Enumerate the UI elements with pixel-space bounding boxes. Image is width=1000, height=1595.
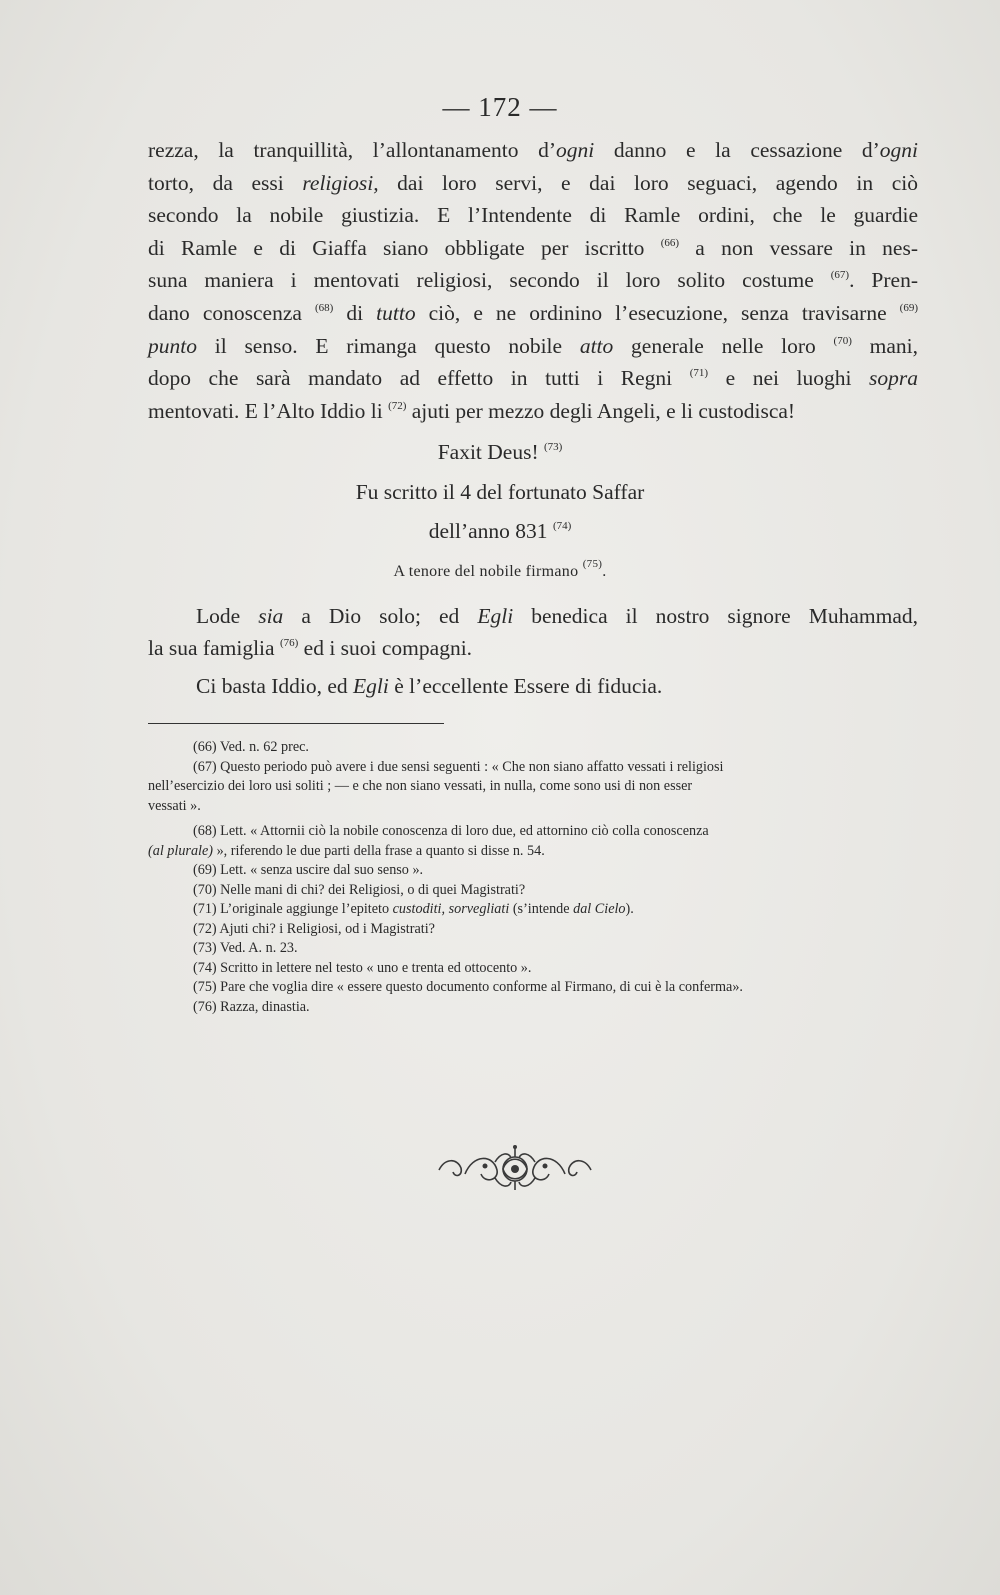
footnote-continued: nell’esercizio dei loro usi soliti ; — e che non siano vessati, in nulla, come sono usi di non esser bbox=[148, 778, 693, 794]
footnote: (67) Questo periodo può avere i due sensi seguenti : « Che non siano affatto vessati i religiosi bbox=[193, 758, 724, 775]
footnote-ref: (66) bbox=[660, 236, 680, 249]
text-line: dopo che sarà mandato ad effetto in tutti i Regni $^{(71)}$ e nei luoghi sopra bbox=[148, 366, 918, 391]
footnote-continued: vessati ». bbox=[148, 797, 201, 814]
footnote-rule bbox=[148, 723, 444, 724]
footnote: (68) Lett. « Attornii ciò la nobile conoscenza di loro due, ed attornino ciò colla conoscenza bbox=[193, 823, 709, 839]
footnote: (70) Nelle mani di chi? dei Religiosi, o di quei Magistrati? bbox=[193, 881, 526, 898]
footnotes bbox=[148, 738, 918, 1017]
text-line: dano conoscenza $^{(68)}$ di tutto ciò, e ne ordinino l’esecuzione, senza travisarne $^{(69)}$ bbox=[148, 300, 918, 325]
text-line: mentovati. E l’Alto Iddio li $^{(72)}$ ajuti per mezzo degli Angeli, e li custodisca! bbox=[148, 398, 796, 423]
page-number: — 172 — bbox=[442, 92, 558, 122]
footnote-ref: (70) bbox=[833, 334, 852, 347]
footnote-ref: (67) bbox=[830, 269, 850, 282]
text-line: secondo la nobile giustizia. E l’Intendente di Ramle ordini, che le guardie bbox=[148, 203, 918, 228]
ornament-icon bbox=[435, 1144, 595, 1194]
footnote-continued: (al plurale) », riferendo le due parti della frase a quanto si disse n. 54. bbox=[148, 842, 545, 859]
text-line: suna maniera i mentovati religiosi, secondo il loro solito costume $^{(67)}$. Pren- bbox=[148, 268, 918, 293]
footnote: (72) Ajuti chi? i Religiosi, od i Magistrati? bbox=[193, 920, 435, 937]
text-line: Lode sia a Dio solo; ed Egli benedica il nostro signore Muhammad, bbox=[196, 604, 918, 628]
date-line: Fu scritto il 4 del fortunato Saffar bbox=[355, 480, 645, 504]
footnote-ref: (68) bbox=[314, 301, 334, 314]
footnote: (75) Pare che voglia dire « essere questo documento conforme al Firmano, di cui è la conferma». bbox=[193, 979, 743, 995]
text-line: rezza, la tranquillità, l’allontanamento d’ogni danno e la cessazione d’ogni bbox=[148, 138, 918, 162]
footnote: (73) Ved. A. n. 23. bbox=[193, 940, 298, 956]
footnote: (76) Razza, dinastia. bbox=[193, 998, 310, 1015]
footnote: (66) Ved. n. 62 prec. bbox=[193, 739, 309, 755]
text-line: torto, da essi religiosi, dai loro servi, e dai loro seguaci, agendo in ciò bbox=[148, 170, 918, 195]
closing-paragraph bbox=[148, 600, 918, 702]
footnote-ref: (69) bbox=[899, 301, 918, 314]
main-paragraph bbox=[148, 134, 918, 427]
footnote-ref: (76) bbox=[279, 637, 299, 649]
footnote: (71) L’originale aggiunge l’epiteto custoditi, sorvegliati (s’intende dal Cielo). bbox=[193, 901, 634, 917]
footnote: (69) Lett. « senza uscire dal suo senso ». bbox=[193, 862, 424, 878]
footnote-ref: (75) bbox=[582, 558, 603, 570]
footnote-ref: (71) bbox=[689, 367, 709, 380]
firmano-line: A tenore del nobile firmano $^{(75)}$. bbox=[393, 558, 607, 580]
faxit-line: Faxit Deus! $^{(73)}$ bbox=[437, 440, 563, 464]
footnote-ref: (73) bbox=[543, 441, 563, 453]
footnote-ref: (72) bbox=[388, 399, 407, 412]
footnote: (74) Scritto in lettere nel testo « uno e trenta ed ottocento ». bbox=[193, 959, 532, 976]
year-line: dell’anno 831 $^{(74)}$ bbox=[428, 519, 572, 543]
text-line: Ci basta Iddio, ed Egli è l’eccellente Essere di fiducia. bbox=[196, 674, 663, 698]
text-line: di Ramle e di Giaffa siano obbligate per iscritto $^{(66)}$ a non vessare in nes- bbox=[148, 235, 919, 260]
footnote-ref: (74) bbox=[552, 520, 572, 532]
text-line: la sua famiglia $^{(76)}$ ed i suoi compagni. bbox=[148, 636, 473, 660]
text-line: punto il senso. E rimanga questo nobile atto generale nelle loro $^{(70)}$ mani, bbox=[148, 333, 918, 358]
